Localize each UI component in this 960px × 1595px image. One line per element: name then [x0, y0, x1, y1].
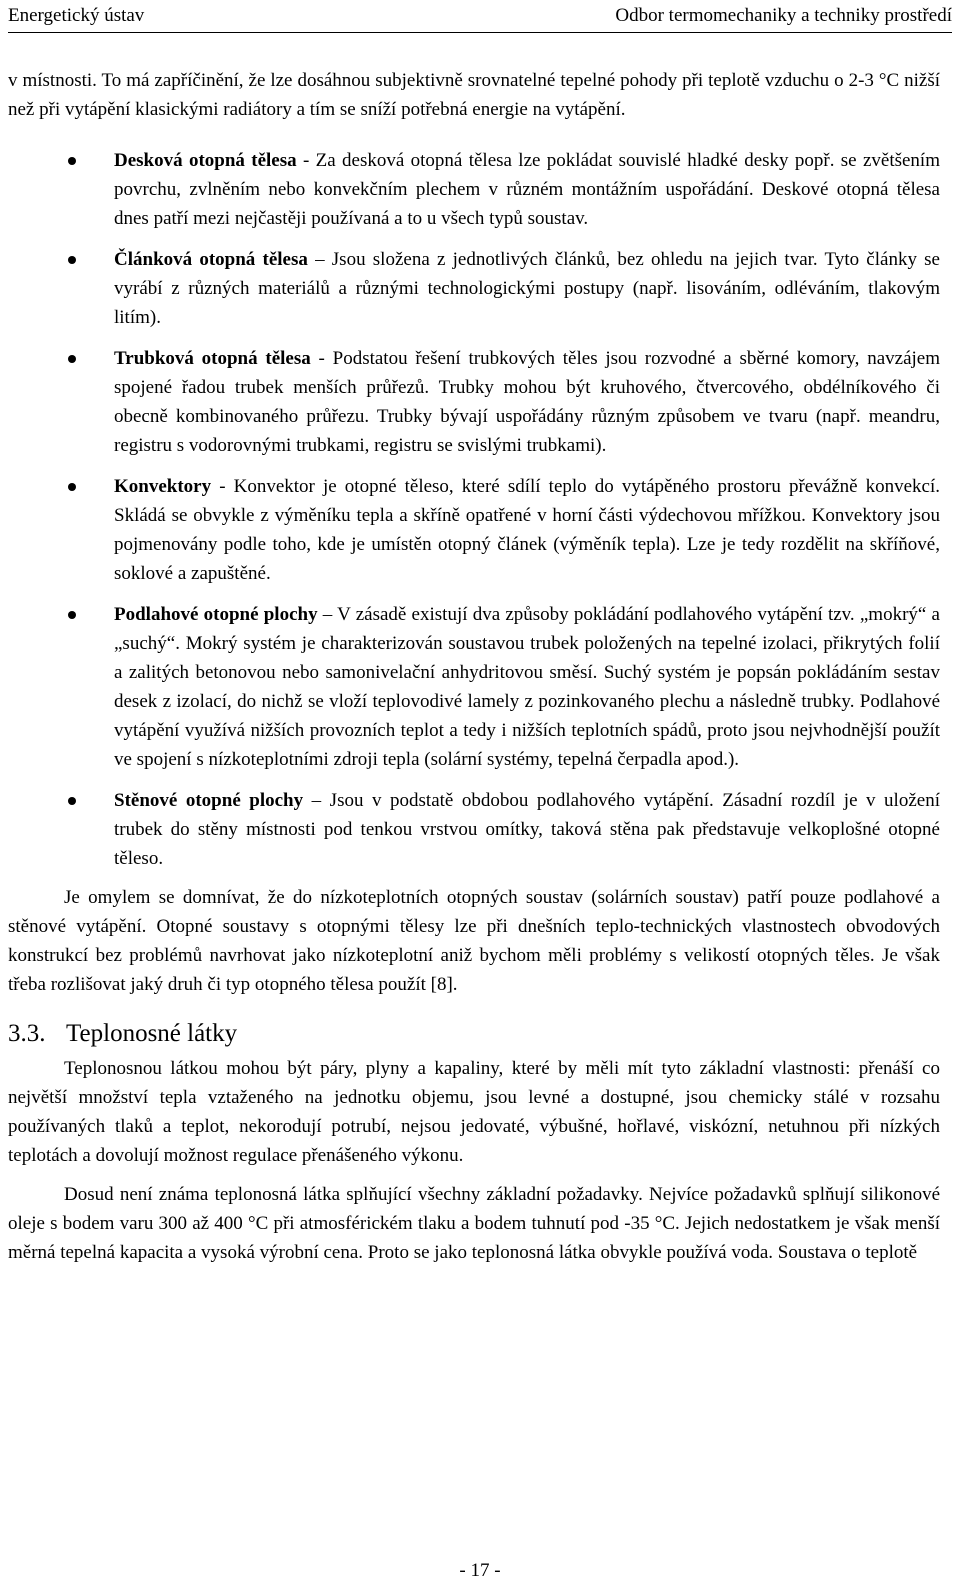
- list-item-text: - Konvektor je otopné těleso, které sdílí teplo do vytápěného prostoru převážně konvekcí. Skládá se obvykle z výměníku tepla a skříně opatřené v horní části výdechovou mřížkou. Konvektory jsou pojmenovány podle toho, kde je umístěn otopný článek (výměník tepla). Lze je tedy rozdělit na skříňové, soklové a zapuštěné.: [114, 476, 940, 584]
- bullet-icon: [68, 797, 76, 805]
- header-department: Odbor termomechaniky a techniky prostředí: [615, 5, 952, 26]
- list-item-text: – V zásadě existují dva způsoby pokládání podlahového vytápění tzv. „mokrý“ a „suchý“. Mokrý systém je charakterizován soustavou trubek položených na tepelné izolaci, přikrytých folií a zalitých betonovou nebo samonivelační anhydritovou směsí. Suchý systém je popsán pokládáním sestav desek z izolací, do nichž se vloží teplovodivé lamely z pozinkovaného plechu a následně trubky. Podlahové vytápění využívá nižších provozních teplot a tedy i nižších teplotních spádů, proto jsou nejvhodnější použít ve spojení s nízkoteplotními zdroji tepla (solární systémy, tepelná čerpadla apod.).: [114, 604, 940, 770]
- list-item-term: Trubková otopná tělesa: [114, 348, 311, 369]
- bullet-icon: [68, 157, 76, 165]
- list-item: [8, 146, 940, 233]
- section-paragraph: Dosud není známa teplonosná látka splňující všechny základní požadavky. Nejvíce požadavků splňují silikonové oleje s bodem varu 300 až 400 °C při atmosférickém tlaku a bodem tuhnutí pod -35 °C. Jejich nedostatkem je však menší měrná tepelná kapacita a vysoká výrobní cena. Proto se jako teplonosná látka obvykle používá voda. Soustava o teplotě: [8, 1184, 940, 1263]
- conclusion-paragraph: Je omylem se domnívat, že do nízkoteplotních otopných soustav (solárních soustav) patří pouze podlahové a stěnové vytápění. Otopné soustavy s otopnými tělesy lze při dnešních teplo-technických vlastnostech obvodových konstrukcí bez problémů navrhovat jako nízkoteplotní aniž bychom měli problémy s velikostí otopných těles. Je však třeba rozlišovat jaký druh či typ otopného tělesa použít [8].: [8, 887, 940, 995]
- intro-paragraph: v místnosti. To má zapříčinění, že lze dosáhnou subjektivně srovnatelné tepelné pohody při teplotě vzduchu o 2-3 °C nižší než při vytápění klasickými radiátory a tím se sníží potřebná energie na vytápění.: [8, 70, 940, 120]
- list-item: [8, 472, 940, 588]
- list-item-term: Článková otopná tělesa: [114, 249, 308, 270]
- list-item-text: – Jsou složena z jednotlivých článků, bez ohledu na jejich tvar. Tyto články se vyrábí z různých materiálů a různými technologickými postupy (např. lisováním, odléváním, tlakovým litím).: [114, 249, 940, 328]
- bullet-icon: [68, 483, 76, 491]
- list-item-term: Stěnové otopné plochy: [114, 790, 304, 811]
- page-header: [8, 0, 952, 33]
- document-body: [8, 66, 940, 1267]
- page-number: - 17 -: [459, 1560, 501, 1581]
- bullet-icon: [68, 611, 76, 619]
- section-heading: [8, 1019, 940, 1048]
- list-item-term: Podlahové otopné plochy: [114, 604, 318, 625]
- list-item: [8, 245, 940, 332]
- header-institute: Energetický ústav: [8, 5, 145, 26]
- list-item-text: – Jsou v podstatě obdobou podlahového vytápění. Zásadní rozdíl je v uložení trubek do stěny místnosti pod tenkou vrstvou omítky, taková stěna pak představuje velkoplošné otopné těleso.: [114, 790, 940, 869]
- bullet-icon: [68, 355, 76, 363]
- section-number: 3.3.: [8, 1020, 46, 1047]
- list-item-term: Desková otopná tělesa: [114, 150, 297, 171]
- section-title: Teplonosné látky: [66, 1020, 238, 1047]
- list-item: [8, 600, 940, 774]
- section-paragraph: Teplonosnou látkou mohou být páry, plyny a kapaliny, které by měli mít tyto základní vlastnosti: přenáší co největší množství tepla vztaženého na jednotku objemu, jsou levné a dostupné, jsou chemicky stálé v rozsahu používaných tlaků a teplot, nekorodují potrubí, nejsou jedovaté, výbušné, hořlavé, viskózní, netuhnou při nízkých teplotách a dovolují možnost regulace přenášeného výkonu.: [8, 1058, 940, 1166]
- list-item-term: Konvektory: [114, 476, 212, 497]
- list-item: [8, 344, 940, 460]
- list-item-text: - Za desková otopná tělesa lze pokládat souvislé hladké desky popř. se zvětšením povrchu, zvlněním nebo konvekčním plechem v různém montážním uspořádání. Deskové otopná tělesa dnes patří mezi nejčastěji používaná a to u všech typů soustav.: [114, 150, 940, 229]
- list-item: [8, 786, 940, 873]
- bullet-icon: [68, 256, 76, 264]
- heating-body-list: [8, 146, 940, 873]
- list-item-text: - Podstatou řešení trubkových těles jsou rozvodné a sběrné komory, navzájem spojené řadou trubek menších průřezů. Trubky mohou být kruhového, čtvercového, obdélníkového či obecně kombinovaného průřezu. Trubky bývají uspořádány různým způsobem ve tvaru (např. meandru, registru s vodorovnými trubkami, registru se svislými trubkami).: [114, 348, 940, 456]
